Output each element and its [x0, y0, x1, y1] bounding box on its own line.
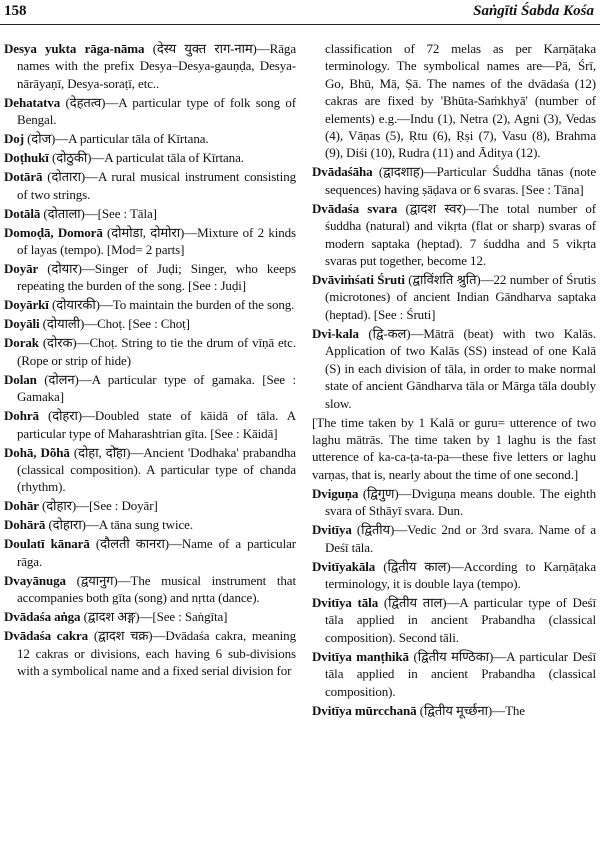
- entry-headword: Dohrā: [4, 408, 39, 424]
- dictionary-entry: [312, 702, 596, 719]
- entry-definition: (द्वितीय)—Vedic 2nd or 3rd svara. Name of a Deśī tāla.: [325, 522, 596, 555]
- dictionary-entry: [312, 200, 596, 270]
- entry-headword: Doyārkī: [4, 297, 49, 313]
- dictionary-entry: [4, 205, 296, 222]
- entry-headword: Dvitīya manṭhikā: [312, 648, 409, 664]
- dictionary-entry: [4, 130, 296, 147]
- dictionary-entry: [312, 648, 596, 700]
- entry-headword: Dviguṇa: [312, 485, 359, 501]
- dictionary-entry: [4, 94, 296, 129]
- entry-headword: Dvāviṁśati Śruti: [312, 272, 405, 288]
- entry-headword: Dvādaśa cakra: [4, 628, 89, 644]
- entry-definition: (द्वि-कल)—Mātrā (beat) with two Kalās. Application of two Kalās (SS) instead of one Kalā (S) in each division of tāla, in order to make normal state of ancient Gāndharva tāla or Mārga tāla doubly slow.: [325, 325, 596, 411]
- entry-definition: (द्वादशाह)—Particular Śuddha tānas (note sequences) having ṣāḍava or 6 svaras. [See : Tāna]: [325, 164, 596, 197]
- entry-definition: (द्वितीय ताल)—A particular type of Deśī tāla applied in ancient Prabandha (classical composition). Second tāli.: [325, 594, 596, 645]
- entry-definition: (द्विगुण)—Dviguṇa means double. The eighth svara of Sthāyī svara. Dun.: [325, 485, 596, 519]
- entry-definition: (दोतारा)—A rural musical instrument consisting of two strings.: [17, 169, 296, 202]
- entry-definition: classification of 72 melas as per Karṇāṭaka terminology. The symbolical names are—Pā, Śrī, Go, Bhū, Mā, Ṣā. The names of the dvādaśa (12) cakras are fixed by 'Bhūta-Saṁkhyā' (number of elements) e.g.—Indu (1), Netra (2), Agni (3), Vedas (4), Vāṇas (5), Ṛtu (6), Ṛṣi (7), Vasu (8), Brahma (9), Diśi (10), Rudra (11) and Āditya (12).: [325, 41, 596, 161]
- dictionary-entry: [4, 608, 296, 625]
- entry-headword: Dvitīya mūrcchanā: [312, 702, 417, 718]
- dictionary-entry: [312, 558, 596, 593]
- dictionary-entry: [4, 334, 296, 369]
- entry-headword: Dolan: [4, 371, 37, 387]
- dictionary-entry: [312, 521, 596, 556]
- entry-headword: Dehatatva: [4, 94, 61, 110]
- entry-definition: (दोठुकी)—A particulat tāla of Kīrtana.: [48, 150, 244, 166]
- entry-headword: Dohār: [4, 498, 39, 514]
- dictionary-entry: [312, 414, 596, 484]
- dictionary-entry: [4, 535, 296, 570]
- dictionary-entry: [4, 224, 296, 259]
- dictionary-entry: [312, 325, 596, 412]
- dictionary-entry: [4, 40, 296, 92]
- entry-definition: [The time taken by 1 Kalā or guru= utterence of two laghu mātrās. The time taken by 1 laghu is the fast utterence of ka-ca-ṭa-ta-pa—these five letters or laghu varṇas, that is, nearly about the time of one second.]: [312, 414, 596, 482]
- entry-definition: (द्वादश चक्र)—Dvādaśa cakra, meaning 12 cakras or divisions, each having 6 sub-divisions with a symbolical name and a fixed serial division for: [17, 628, 296, 679]
- dictionary-entry: [312, 271, 596, 323]
- entry-definition: (द्वादश अङ्ग)—[See : Saṅgīta]: [80, 609, 228, 625]
- dictionary-entry: [312, 163, 596, 198]
- entry-headword: Dohārā: [4, 517, 46, 533]
- entry-headword: Dvādaśāha: [312, 164, 373, 180]
- entry-headword: Dohā, Do͂hā: [4, 444, 70, 460]
- entry-definition: (दोलन)—A particular type of gamaka. [See : Gamaka]: [17, 371, 296, 405]
- entry-definition: (दोरक)—Choṭ. String to tie the drum of vīṇā etc. (Rope or strip of hide): [17, 335, 296, 368]
- entry-headword: Doj: [4, 131, 24, 147]
- entry-headword: Doyār: [4, 261, 39, 277]
- entry-definition: (दोयाली)—Choṭ. [See : Choṭ]: [39, 316, 190, 332]
- dictionary-entry: [4, 444, 296, 496]
- dictionary-entry: [4, 407, 296, 442]
- entry-headword: Doulatī kānarā: [4, 536, 90, 552]
- entry-headword: Dvādaśa svara: [312, 200, 398, 216]
- entry-definition: (द्वाविंशति श्रुति)—22 number of Śrutis (microtones) of ancient Indian Gāndharva saptaka (heptad). [See : Śruti]: [325, 272, 596, 322]
- entry-headword: Dvitīyakāla: [312, 558, 376, 574]
- dictionary-entry: [4, 315, 296, 332]
- entry-definition: (द्वितीय मण्ठिका)—A particular Deśī tāla applied in ancient Prabandha (classical composition).: [325, 648, 596, 699]
- entry-definition: (दोमोडा, दोमोरा)—Mixture of 2 kinds of layas (tempo). [Mod= 2 parts]: [17, 224, 296, 258]
- entry-definition: (दोयारकी)—To maintain the burden of the song.: [48, 297, 295, 313]
- dictionary-entry: [4, 260, 296, 295]
- entry-headword: Desya yukta rāga-nāma: [4, 41, 145, 56]
- entry-headword: Dvi-kala: [312, 325, 359, 341]
- entry-definition: (दोयार)—Singer of Juḍi; Singer, who keeps repeating the burden of the song. [See : Juḍi]: [17, 261, 296, 294]
- entry-definition: (दोहार)—[See : Doyār]: [38, 498, 158, 514]
- entry-definition: (देहतत्व)—A particular type of folk song of Bengal.: [17, 94, 296, 128]
- entry-headword: Dvitīya tāla: [312, 594, 379, 610]
- entry-definition: (दौलती कानरा)—Name of a particular rāga.: [17, 536, 296, 569]
- dictionary-entry: [4, 516, 296, 533]
- dictionary-entry: [4, 627, 296, 679]
- entry-definition: (द्वितीय काल)—According to Karṇāṭaka terminology, it is double laya (tempo).: [325, 558, 596, 591]
- dictionary-entry: [312, 40, 596, 162]
- entry-headword: Dorak: [4, 335, 39, 351]
- page-header: [0, 0, 600, 25]
- entry-definition: (द्वयानुग)—The musical instrument that accompanies both gīta (song) and nṛtta (dance).: [17, 572, 296, 606]
- dictionary-entry: [312, 485, 596, 520]
- dictionary-entry: [4, 149, 296, 166]
- entry-headword: Dotārā: [4, 169, 43, 185]
- entry-definition: (देस्य युक्त राग-नाम)—Rāga names with the prefix Desya–Desya-gauṇḍa, Desya-nārāyaṇī, Desya-soraṭī, etc..: [17, 41, 296, 91]
- dictionary-entry: [4, 572, 296, 607]
- entry-headword: Dvitīya: [312, 522, 352, 538]
- dictionary-entry: [4, 296, 296, 313]
- running-title: Saṅgīti Śabda Kośa: [473, 3, 594, 19]
- entry-headword: Dotālā: [4, 205, 41, 221]
- entry-definition: (दोहरा)—Doubled state of kāidā of tāla. A particular type of Maharashtrian gīta. [See : Kāidā]: [17, 408, 296, 441]
- entry-headword: Domoḍā, Domorā: [4, 224, 103, 240]
- right-column: [312, 40, 596, 721]
- entry-definition: (दोहारा)—A tāna sung twice.: [45, 517, 193, 533]
- entry-headword: Doyāli: [4, 316, 40, 332]
- entry-definition: (दोज)—A particular tāla of Kīrtana.: [23, 131, 209, 147]
- dictionary-entry: [4, 168, 296, 203]
- entry-definition: (दोहा, दो͂हा)—Ancient 'Dodhaka' prabandha (classical composition). A particular type of chanda (rhythm).: [17, 444, 296, 495]
- dictionary-entry: [4, 497, 296, 514]
- dictionary-entry: [312, 594, 596, 646]
- left-column: [4, 40, 296, 681]
- page-number: 158: [4, 3, 27, 19]
- entry-definition: (दोताला)—[See : Tāla]: [40, 205, 157, 221]
- entry-headword: Dvayānuga: [4, 572, 66, 588]
- entry-definition: (द्वितीय मूर्च्छना)—The: [416, 702, 525, 718]
- dictionary-entry: [4, 371, 296, 406]
- entry-definition: (द्वादश स्वर)—The total number of śuddha (natural) and vikṛta (flat or sharp) svaras of modern saptaka (heptad). 7 śuddha and 5 vikṛta svaras put together, become 12.: [325, 200, 596, 269]
- entry-headword: Dvādaśa aṅga: [4, 609, 81, 625]
- entry-headword: Doṭhukī: [4, 150, 49, 166]
